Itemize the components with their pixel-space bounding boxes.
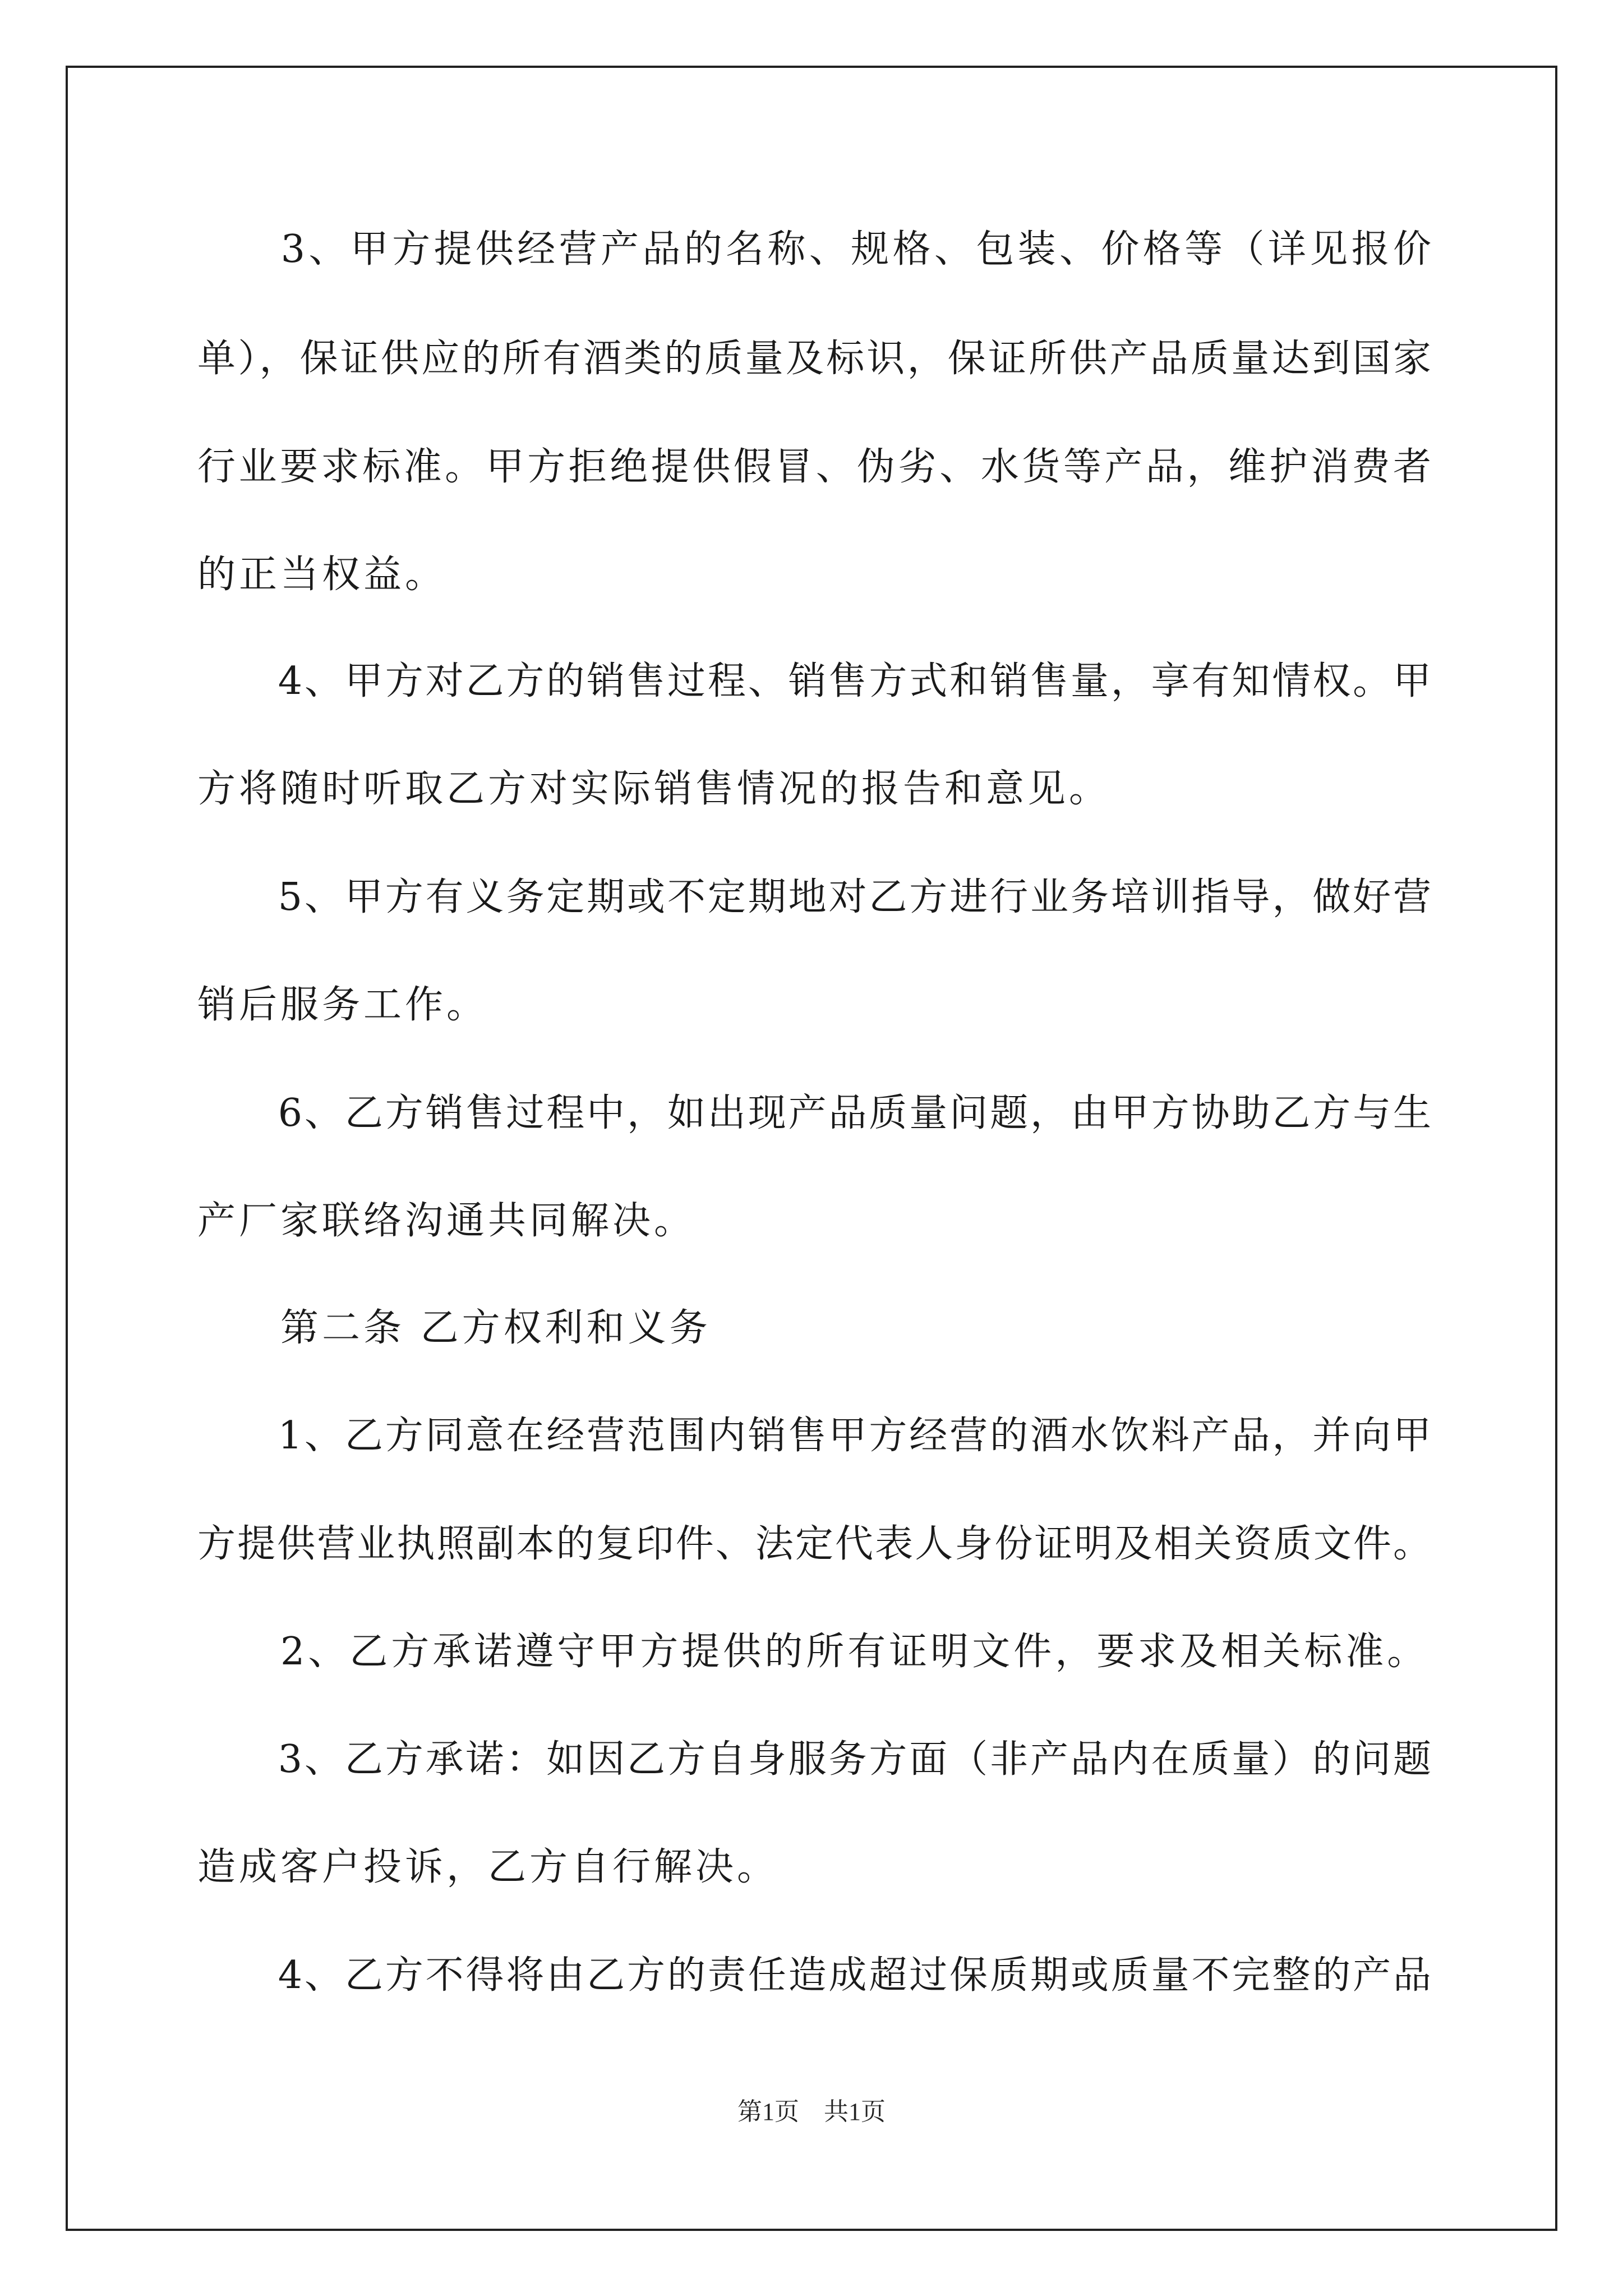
text-line: 2、乙方承诺遵守甲方提供的所有证明文件，要求及相关标准。	[197, 1630, 1429, 1674]
page-border	[66, 66, 1557, 2231]
text-line: 4、甲方对乙方的销售过程、销售方式和销售量，享有知情权。甲	[197, 659, 1431, 703]
text-line: 4、乙方不得将由乙方的责任造成超过保质期或质量不完整的产品	[197, 1953, 1431, 1998]
text-line: 3、乙方承诺：如因乙方自身服务方面（非产品内在质量）的问题	[197, 1737, 1431, 1782]
text-line: 6、乙方销售过程中，如出现产品质量问题，由甲方协助乙方与生	[197, 1091, 1431, 1135]
text-line: 销后服务工作。	[197, 983, 488, 1027]
text-line: 方将随时听取乙方对实际销售情况的报告和意见。	[197, 767, 1111, 811]
text-line: 产厂家联络沟通共同解决。	[197, 1199, 696, 1243]
text-line: 5、甲方有义务定期或不定期地对乙方进行业务培训指导，做好营	[197, 875, 1431, 919]
text-line: 方提供营业执照副本的复印件、法定代表人身份证明及相关资质文件。	[197, 1522, 1431, 1566]
text-line: 单），保证供应的所有酒类的质量及标识，保证所供产品质量达到国家	[197, 337, 1431, 381]
text-line: 行业要求标准。甲方拒绝提供假冒、伪劣、水货等产品，维护消费者	[197, 445, 1431, 489]
text-line: 造成客户投诉，乙方自行解决。	[197, 1845, 779, 1889]
text-line: 的正当权益。	[197, 553, 447, 597]
section-heading: 第二条 乙方权利和义务	[197, 1306, 711, 1350]
text-line: 3、甲方提供经营产品的名称、规格、包装、价格等（详见报价	[197, 227, 1431, 272]
text-line: 1、乙方同意在经营范围内销售甲方经营的酒水饮料产品，并向甲	[197, 1414, 1431, 1458]
page-number: 第1页 共1页	[737, 2098, 886, 2125]
